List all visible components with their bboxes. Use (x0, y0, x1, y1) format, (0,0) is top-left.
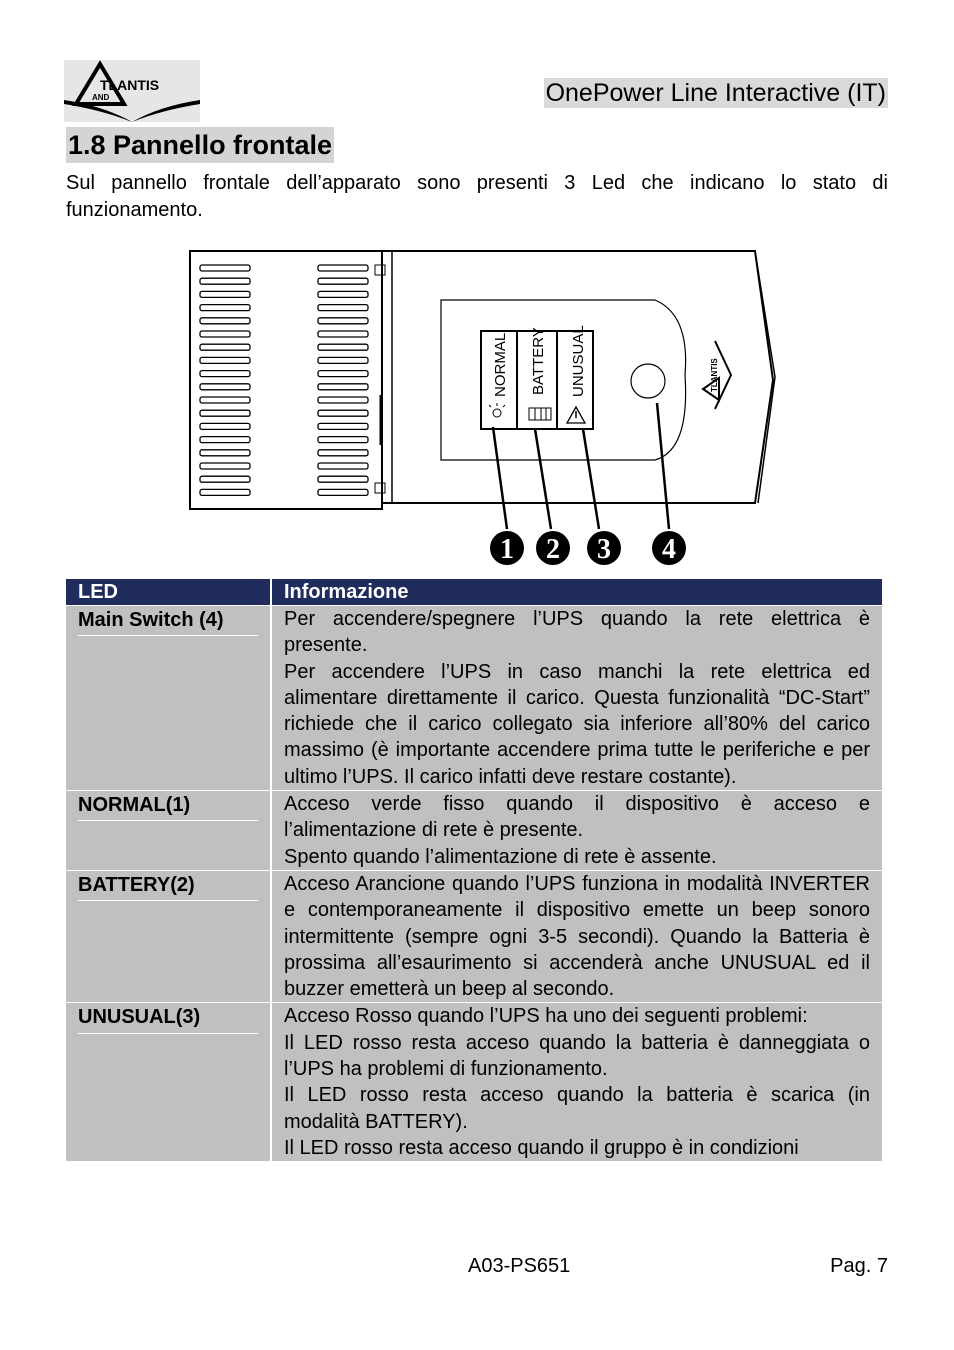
led-name: BATTERY(2) (78, 872, 258, 901)
led-name-cell (66, 606, 271, 791)
callout-4 (652, 531, 686, 565)
atlantis-logo (64, 60, 200, 122)
led-name: UNUSUAL(3) (78, 1004, 258, 1033)
callout-3 (587, 531, 621, 565)
led-label-normal: NORMAL (492, 332, 509, 397)
svg-text:AND: AND (92, 93, 110, 102)
led-info-cell (271, 870, 882, 1002)
table-row (66, 606, 882, 791)
info-paragraph: Il LED rosso resta acceso quando il gruppo è in condizioni (284, 1136, 799, 1159)
section-heading: 1.8 Pannello frontale (66, 127, 334, 163)
column-header-informazione: Informazione (271, 579, 882, 606)
info-paragraph: Per accendere/spegnere l’UPS quando la rete elettrica è presente. (284, 608, 870, 657)
led-name-cell (66, 1003, 271, 1161)
info-paragraph: Acceso Arancione quando l’UPS funziona in modalità INVERTER e contemporaneamente il dispositivo emette un beep sonoro intermittente (sempre ogni 3-5 secondi). Quando la Batteria è prossima all’esaurimento si accenderà anche UNUSUAL ed il buzzer emetterà un beep al secondo. (284, 872, 870, 1001)
svg-text:2: 2 (546, 534, 560, 565)
info-paragraph: Acceso verde fisso quando il dispositivo è acceso e l’alimentazione di rete è presente. (284, 793, 870, 842)
led-name-cell (66, 870, 271, 1002)
callout-2 (536, 531, 570, 565)
led-info-cell (271, 1003, 882, 1161)
front-panel-diagram (185, 245, 785, 575)
table-header-row (66, 579, 882, 606)
table-row (66, 870, 882, 1002)
led-label-battery: BATTERY (530, 327, 547, 395)
info-paragraph: Il LED rosso resta acceso quando la batteria è danneggiata o l’UPS ha problemi di funzionamento. (284, 1031, 870, 1081)
svg-text:4: 4 (662, 534, 676, 565)
table-row (66, 791, 882, 871)
callout-1 (490, 531, 524, 565)
main-switch (631, 364, 665, 398)
column-header-led: LED (66, 579, 271, 606)
led-label-unusual: UNUSUAL (570, 325, 587, 397)
led-name-cell (66, 791, 271, 871)
info-paragraph: Per accendere l’UPS in caso manchi la rete elettrica ed alimentare direttamente il carico. Questa funzionalità “DC-Start” richiede che il carico collegato sia inferiore all’80% del carico massimo (è importante accendere prima tutte le periferiche e per ultimo l’UPS. Il carico infatti deve restare costante). (284, 660, 870, 788)
led-name: Main Switch (4) (78, 607, 258, 636)
led-info-cell (271, 606, 882, 791)
intro-paragraph: Sul pannello frontale dell’apparato sono presenti 3 Led che indicano lo stato di funzionamento. (66, 172, 888, 221)
svg-text:3: 3 (597, 534, 611, 565)
led-name: NORMAL(1) (78, 792, 258, 821)
led-info-cell (271, 791, 882, 871)
info-paragraph: Spento quando l’alimentazione di rete è assente. (284, 845, 717, 868)
footer-doc-code: A03-PS651 (468, 1255, 571, 1277)
info-paragraph: Il LED rosso resta acceso quando la batteria è scarica (in modalità BATTERY). (284, 1084, 870, 1133)
info-paragraph: Acceso Rosso quando l’UPS ha uno dei seguenti problemi: (284, 1005, 808, 1028)
svg-text:TLANTIS: TLANTIS (710, 358, 719, 392)
table-row (66, 1003, 882, 1161)
svg-text:1: 1 (500, 534, 514, 565)
svg-text:TLANTIS: TLANTIS (100, 77, 160, 93)
document-title: OnePower Line Interactive (IT) (545, 79, 886, 107)
footer-page-number: Pag. 7 (830, 1255, 888, 1277)
led-info-table (66, 579, 882, 1161)
